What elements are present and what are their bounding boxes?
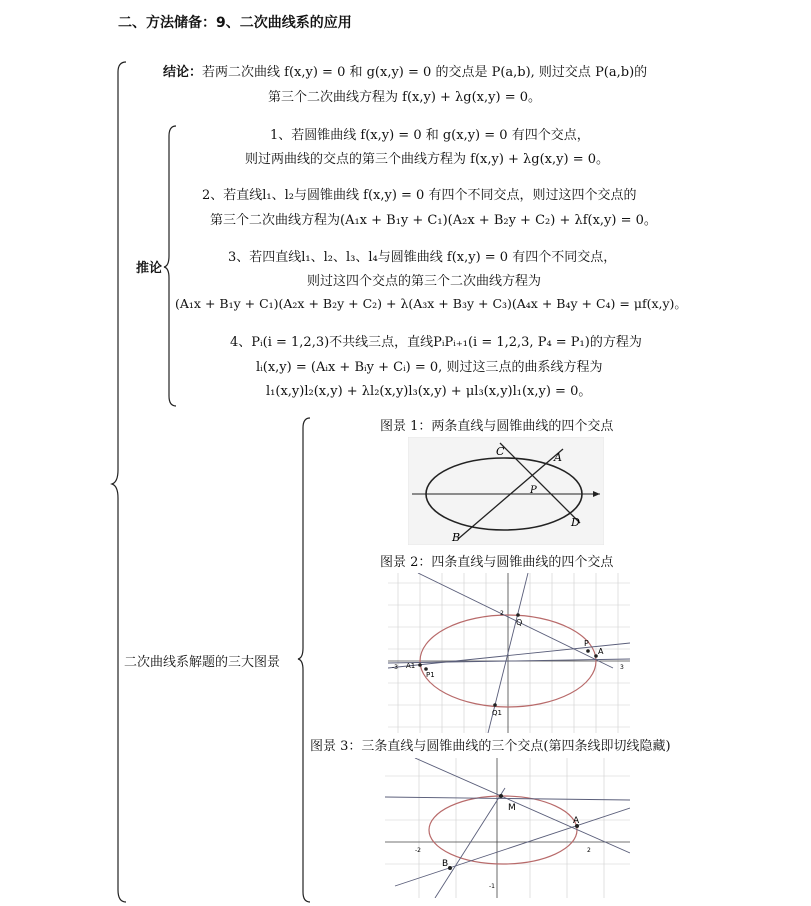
- inference-item4-line2: lᵢ(x,y) = (Aᵢx + Bᵢy + Cᵢ) = 0, 则过这三点的曲系线方程为: [256, 360, 603, 375]
- inference-item3-line2: 则过这四个交点的第三个二次曲线方程为: [307, 274, 542, 289]
- fig3-tick-xm2: -2: [415, 847, 421, 854]
- fig3-line-ma: [415, 758, 630, 853]
- fig2-tick-x3: 3: [620, 664, 624, 671]
- inference-label: 推论: [136, 261, 163, 276]
- fig3-label-m: M: [508, 803, 516, 813]
- fig2-label-a: A: [598, 647, 604, 656]
- fig3-line-mb: [435, 788, 505, 898]
- fig3-label-a: A: [573, 816, 580, 826]
- fig3-point-b: [448, 866, 452, 870]
- fig2-label-p: P: [584, 639, 589, 648]
- fig3-ellipse: [429, 796, 577, 864]
- fig2-point-q1: [493, 703, 497, 707]
- fig2-tick-xm3: -3: [392, 664, 398, 671]
- fig2-point-a1: [418, 663, 422, 667]
- fig1-label-b: B: [452, 531, 461, 544]
- inference-item3-line3: (A₁x + B₁y + C₁)(A₂x + B₂y + C₂) + λ(A₃x + B₃y + C₃)(A₄x + B₄y + C₄) = μf(x,y)。: [175, 296, 687, 311]
- conclusion-line2: 第三个二次曲线方程为 f(x,y) + λg(x,y) = 0。: [268, 90, 541, 105]
- fig1-label-p: P: [530, 485, 537, 496]
- fig1-label-c: C: [496, 445, 505, 458]
- outer-brace: [112, 60, 132, 905]
- figure-3: [385, 758, 630, 898]
- inference-brace: [164, 124, 180, 409]
- fig2-label-q1: Q1: [492, 709, 502, 717]
- inference-item1-line1: 1、若圆锥曲线 f(x,y) = 0 和 g(x,y) = 0 有四个交点，: [270, 128, 590, 143]
- fig3-tick-ym1: -1: [489, 883, 495, 890]
- figure-1: [408, 437, 604, 545]
- conclusion-line1: 结论：若两二次曲线 f(x,y) = 0 和 g(x,y) = 0 的交点是 P(a,b), 则过交点 P(a,b)的: [163, 65, 648, 80]
- fig3-point-m: [499, 794, 503, 798]
- pictures-label: 二次曲线系解题的三大图景: [124, 655, 281, 670]
- fig2-tick-y2: 2: [500, 610, 504, 617]
- caption-1: 图景 1：两条直线与圆锥曲线的四个交点: [380, 419, 614, 434]
- inference-item2-line1: 2、若直线l₁、l₂与圆锥曲线 f(x,y) = 0 有四个不同交点，则过这四个交点的: [202, 188, 637, 203]
- inference-item4-line1: 4、Pᵢ(i = 1,2,3)不共线三点，直线PᵢPᵢ₊₁(i = 1,2,3, P₄ = P₁)的方程为: [230, 335, 642, 350]
- page-title: 二、方法储备：9、二次曲线系的应用: [118, 15, 352, 31]
- fig2-point-p: [586, 649, 590, 653]
- fig2-label-a1: A1: [406, 662, 416, 670]
- fig1-label-a: A: [554, 451, 562, 464]
- fig3-label-b: B: [442, 859, 449, 869]
- caption-2: 图景 2：四条直线与圆锥曲线的四个交点: [380, 555, 614, 570]
- inference-item4-line3: l₁(x,y)l₂(x,y) + λl₂(x,y)l₃(x,y) + μl₃(x,y)l₁(x,y) = 0。: [266, 384, 592, 399]
- caption-3: 图景 3：三条直线与圆锥曲线的三个交点(第四条线即切线隐藏): [310, 739, 671, 754]
- inference-item3-line1: 3、若四直线l₁、l₂、l₃、l₄与圆锥曲线 f(x,y) = 0 有四个不同交点，: [228, 250, 617, 265]
- fig2-label-p1: P1: [426, 671, 435, 679]
- fig3-tick-x2: 2: [587, 847, 591, 854]
- pictures-brace: [298, 416, 314, 906]
- figure-2: [388, 573, 630, 733]
- fig2-grid: [388, 573, 630, 733]
- inference-item1-line2: 则过两曲线的交点的第三个曲线方程为 f(x,y) + λg(x,y) = 0。: [245, 152, 609, 167]
- conclusion-label: 结论：: [163, 65, 203, 80]
- fig2-point-q: [516, 613, 520, 617]
- fig1-label-d: D: [571, 516, 580, 529]
- fig2-label-q: Q: [516, 618, 523, 627]
- inference-item2-line2: 第三个二次曲线方程为(A₁x + B₁y + C₁)(A₂x + B₂y + C₂) + λf(x,y) = 0。: [210, 213, 657, 228]
